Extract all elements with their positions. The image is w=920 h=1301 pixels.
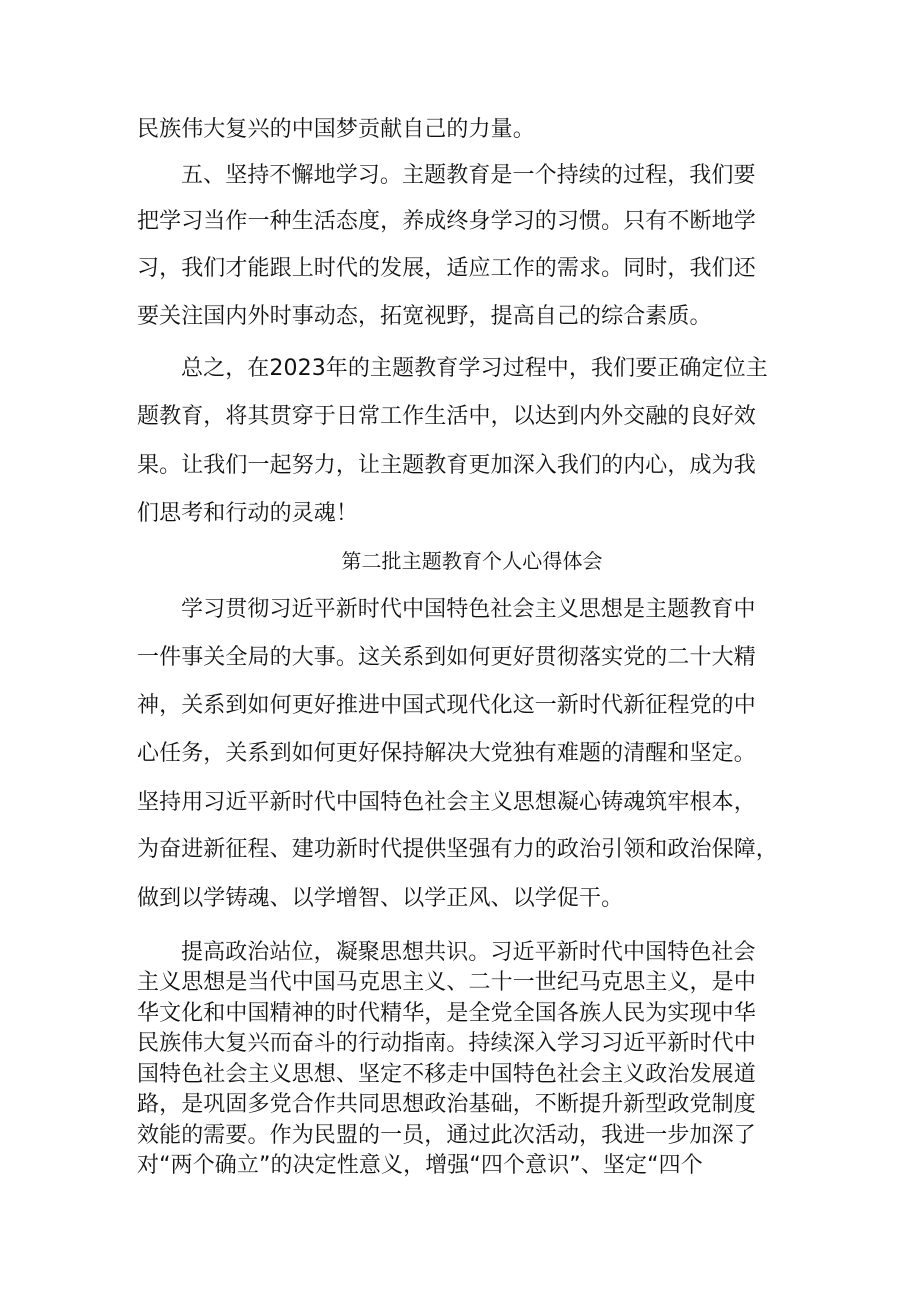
text-line: 做到以学铸魂、以学增智、以学正风、以学促干。 [137, 886, 624, 911]
text-line: 提高政治站位，凝聚思想共识。习近平新时代中国特色社会 [181, 940, 756, 965]
text-line: 民族伟大复兴而奋斗的行动指南。持续深入学习习近平新时代中 [137, 1031, 756, 1056]
section-title: 第二批主题教育个人心得体会 [341, 549, 603, 573]
text-line: 要关注国内外时事动态，拓宽视野，提高自己的综合素质。 [137, 304, 712, 329]
text-line: 心任务，关系到如何更好保持解决大党独有难题的清醒和坚定。 [137, 741, 756, 766]
text-line: 效能的需要。作为民盟的一员，通过此次活动，我进一步加深了 [137, 1123, 756, 1148]
text-line: 题教育，将其贯穿于日常工作生活中，以达到内外交融的良好效 [137, 404, 756, 429]
text-line: 习，我们才能跟上时代的发展，适应工作的需求。同时，我们还 [137, 256, 756, 281]
text-line: 一件事关全局的大事。这关系到如何更好贯彻落实党的二十大精 [137, 645, 756, 670]
text-line: 把学习当作一种生活态度，养成终身学习的习惯。只有不断地学 [137, 209, 756, 234]
text-line: 为奋进新征程、建功新时代提供坚强有力的政治引领和政治保障， [137, 837, 778, 862]
text-line: 路，是巩固多党合作共同思想政治基础，不断提升新型政党制度 [137, 1092, 756, 1117]
text-line: 国特色社会主义思想、坚定不移走中国特色社会主义政治发展道 [137, 1062, 756, 1087]
text-line: 总之，在2023年的主题教育学习过程中，我们要正确定位主 [181, 356, 768, 381]
text-line: 主义思想是当代中国马克思主义、二十一世纪马克思主义，是中 [137, 970, 756, 995]
text-line: 学习贯彻习近平新时代中国特色社会主义思想是主题教育中 [181, 597, 756, 622]
text-line: 华文化和中国精神的时代精华，是全党全国各族人民为实现中华 [137, 1001, 756, 1026]
text-line: 对“两个确立”的决定性意义，增强“四个意识”、坚定“四个 [137, 1153, 703, 1178]
text-line: 果。让我们一起努力，让主题教育更加深入我们的内心，成为我 [137, 453, 756, 478]
text-line: 民族伟大复兴的中国梦贡献自己的力量。 [137, 117, 535, 142]
text-line: 五、坚持不懈地学习。主题教育是一个持续的过程，我们要 [181, 163, 756, 188]
text-line: 坚持用习近平新时代中国特色社会主义思想凝心铸魂筑牢根本， [137, 790, 756, 815]
text-line: 神，关系到如何更好推进中国式现代化这一新时代新征程党的中 [137, 693, 756, 718]
text-line: 们思考和行动的灵魂！ [137, 501, 359, 526]
